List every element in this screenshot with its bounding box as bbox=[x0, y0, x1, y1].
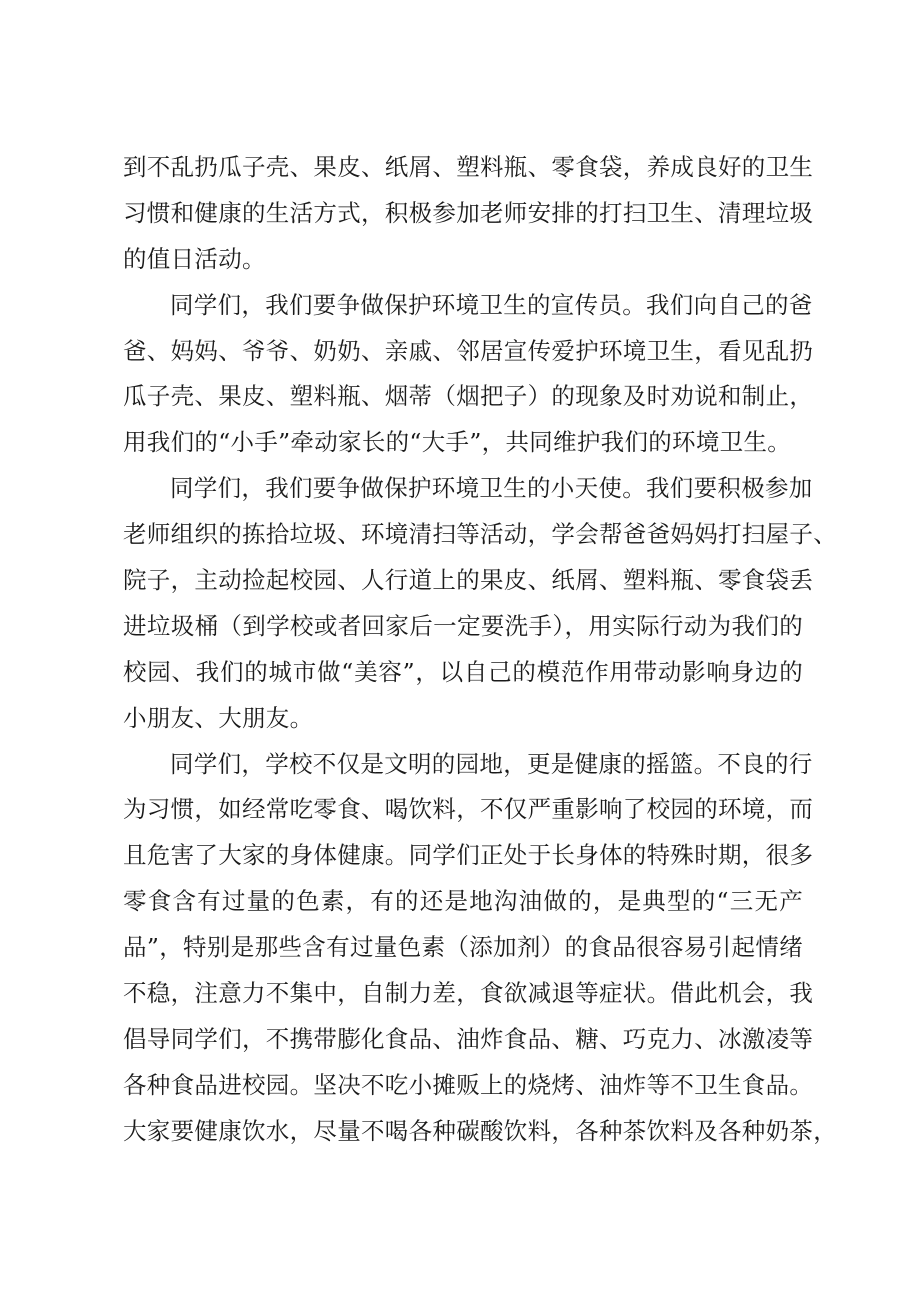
text-line: 院子，主动捡起校园、人行道上的果皮、纸屑、塑料瓶、零食袋丢 bbox=[123, 566, 814, 595]
body-text bbox=[123, 145, 837, 1155]
text-line: 用我们的“小手”牵动家长的“大手”，共同维护我们的环境卫生。 bbox=[123, 428, 792, 457]
text-line: 习惯和健康的生活方式，积极参加老师安排的打扫卫生、清理垃圾 bbox=[123, 198, 814, 227]
paragraph-4 bbox=[123, 742, 837, 1155]
text-line: 为习惯，如经常吃零食、喝饮料，不仅严重影响了校园的环境，而 bbox=[123, 795, 814, 824]
text-line: 老师组织的拣拾垃圾、环境清扫等活动，学会帮爸爸妈妈打扫屋子、 bbox=[123, 520, 837, 549]
text-line: 同学们，我们要争做保护环境卫生的小天使。我们要积极参加 bbox=[170, 474, 813, 503]
text-line: 品”，特别是那些含有过量色素（添加剂）的食品很容易引起情绪 bbox=[123, 933, 803, 962]
text-line: 各种食品进校园。坚决不吃小摊贩上的烧烤、油炸等不卫生食品。 bbox=[123, 1070, 814, 1099]
paragraph-2 bbox=[123, 283, 814, 467]
text-line: 倡导同学们，不携带膨化食品、油炸食品、糖、巧克力、冰激凌等 bbox=[123, 1024, 814, 1053]
text-line: 瓜子壳、果皮、塑料瓶、烟蒂（烟把子）的现象及时劝说和制止， bbox=[123, 382, 814, 411]
text-line: 不稳，注意力不集中，自制力差，食欲减退等症状。借此机会，我 bbox=[123, 979, 814, 1008]
text-line: 的值日活动。 bbox=[123, 244, 266, 273]
text-line: 小朋友、大朋友。 bbox=[123, 703, 314, 732]
paragraph-3 bbox=[123, 466, 837, 741]
text-line: 爸、妈妈、爷爷、奶奶、亲戚、邻居宣传爱护环境卫生，看见乱扔 bbox=[123, 336, 814, 365]
text-line: 且危害了大家的身体健康。同学们正处于长身体的特殊时期，很多 bbox=[123, 841, 814, 870]
text-line: 校园、我们的城市做“美容”，以自己的模范作用带动影响身边的 bbox=[123, 657, 803, 686]
text-line: 同学们，我们要争做保护环境卫生的宣传员。我们向自己的爸 bbox=[170, 290, 813, 319]
text-line: 到不乱扔瓜子壳、果皮、纸屑、塑料瓶、零食袋，养成良好的卫生 bbox=[123, 153, 814, 181]
text-line: 进垃圾桶（到学校或者回家后一定要洗手），用实际行动为我们的 bbox=[123, 611, 803, 640]
text-line: 同学们，学校不仅是文明的园地，更是健康的摇篮。不良的行 bbox=[170, 749, 813, 778]
text-line: 零食含有过量的色素，有的还是地沟油做的，是典型的“三无产 bbox=[123, 887, 803, 916]
text-line: 大家要健康饮水，尽量不喝各种碳酸饮料，各种茶饮料及各种奶茶， bbox=[123, 1116, 837, 1145]
paragraph-1 bbox=[123, 145, 814, 283]
